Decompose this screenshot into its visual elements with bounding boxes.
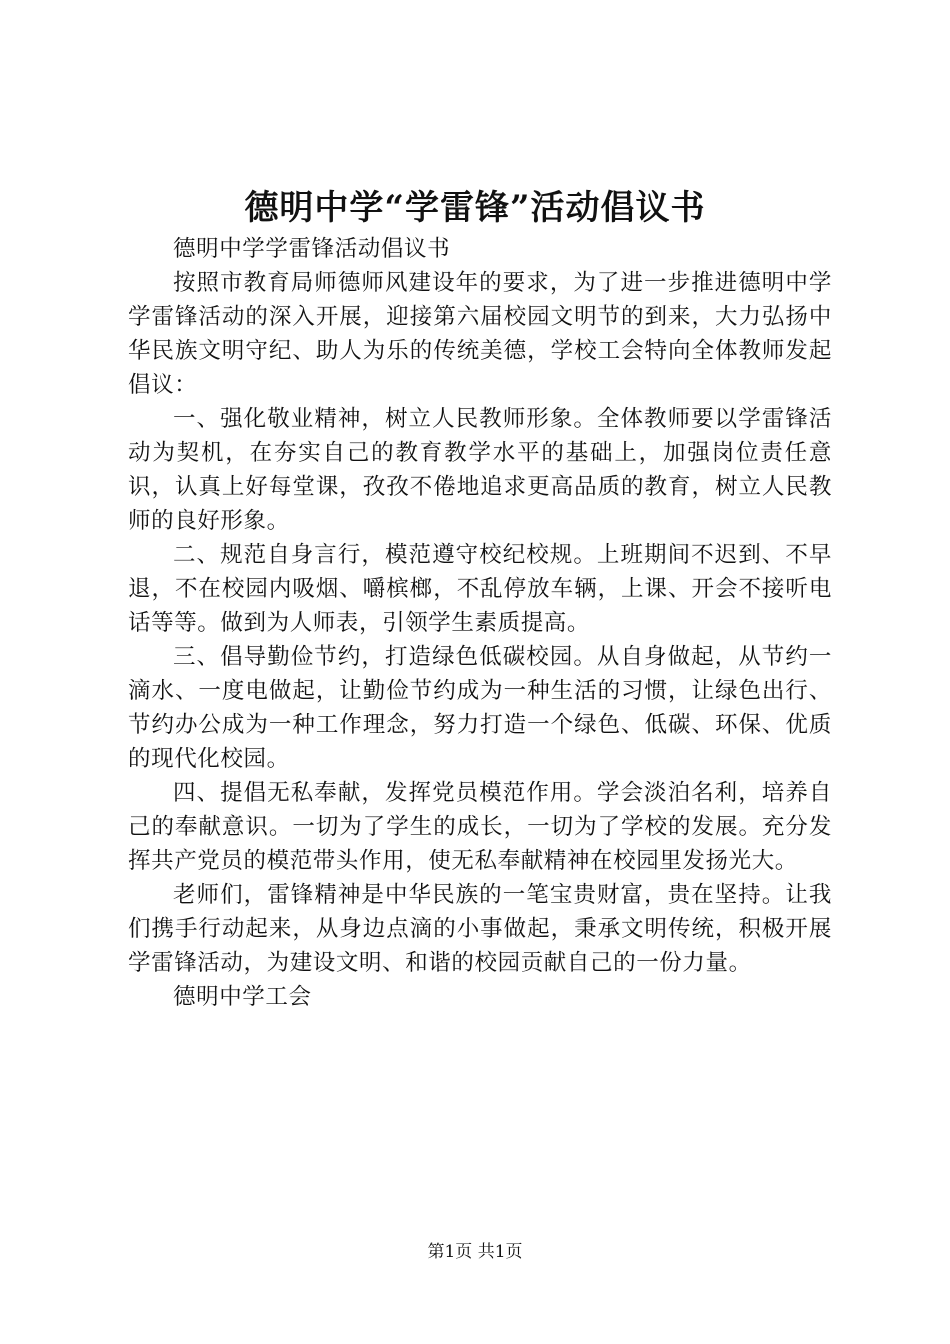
document-title: 德明中学“学雷锋”活动倡议书 [244, 188, 706, 228]
document-body [128, 232, 832, 1014]
closing-paragraph: 老师们，雷锋精神是中华民族的一笔宝贵财富，贵在坚持。让我们携手行动起来，从身边点滴的小事做起，秉承文明传统，积极开展学雷锋活动，为建设文明、和谐的校园贡献自己的一份力量。 [128, 882, 832, 976]
proposal-paragraph-4: 四、提倡无私奉献，发挥党员模范作用。学会淡泊名利，培养自己的奉献意识。一切为了学生的成长，一切为了学校的发展。充分发挥共产党员的模范带头作用，使无私奉献精神在校园里发扬光大。 [128, 780, 832, 874]
signature-line: 德明中学工会 [173, 984, 312, 1010]
proposal-paragraph-3: 三、倡导勤俭节约，打造绿色低碳校园。从自身做起，从节约一滴水、一度电做起，让勤俭节约成为一种生活的习惯，让绿色出行、节约办公成为一种工作理念，努力打造一个绿色、低碳、环保、优质的现代化校园。 [128, 644, 832, 772]
proposal-paragraph-2: 二、规范自身言行，模范遵守校纪校规。上班期间不迟到、不早退，不在校园内吸烟、嚼槟榔，不乱停放车辆，上课、开会不接听电话等等。做到为人师表，引领学生素质提高。 [128, 542, 832, 636]
subtitle-line: 德明中学学雷锋活动倡议书 [173, 236, 451, 262]
proposal-paragraph-1: 一、强化敬业精神，树立人民教师形象。全体教师要以学雷锋活动为契机，在夯实自己的教育教学水平的基础上，加强岗位责任意识，认真上好每堂课，孜孜不倦地追求更高品质的教育，树立人民教师的良好形象。 [128, 406, 832, 534]
page-footer: 第1页 共1页 [427, 1242, 523, 1262]
intro-paragraph: 按照市教育局师德师风建设年的要求，为了进一步推进德明中学学雷锋活动的深入开展，迎接第六届校园文明节的到来，大力弘扬中华民族文明守纪、助人为乐的传统美德，学校工会特向全体教师发起倡议： [128, 270, 832, 398]
